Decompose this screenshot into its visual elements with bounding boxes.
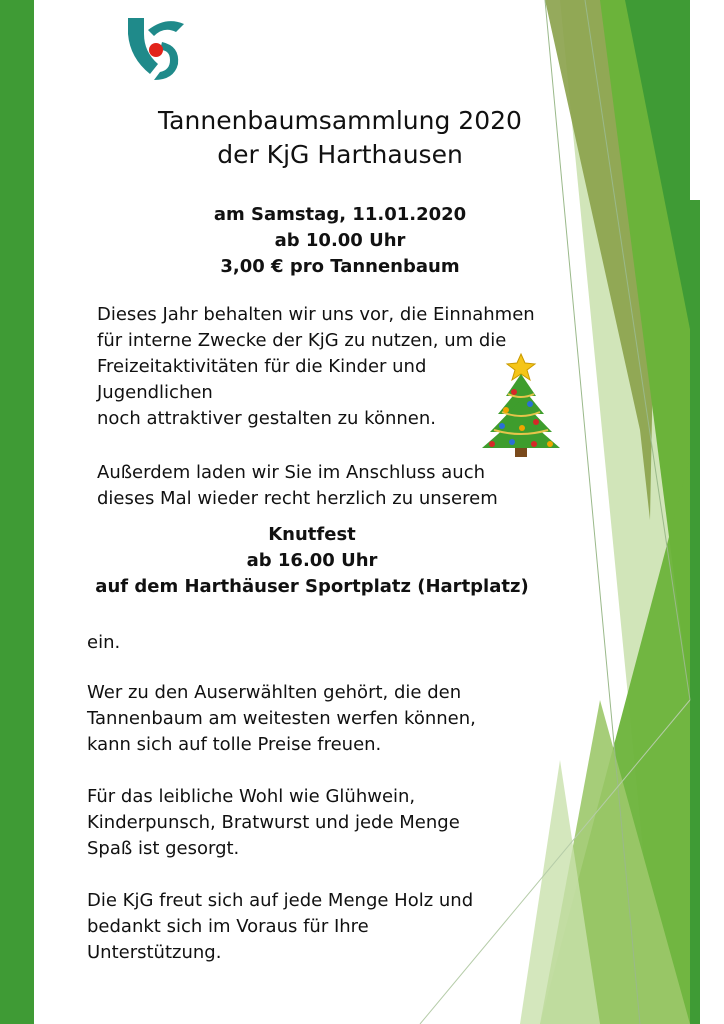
kjg-logo-icon (122, 12, 192, 84)
left-green-stripe (0, 0, 34, 1024)
title-line-1: Tannenbaumsammlung 2020 (158, 106, 522, 135)
competition-line: Wer zu den Auserwählten gehört, die den (87, 682, 462, 703)
event-date: am Samstag, 11.01.2020 (213, 204, 467, 225)
competition-line: Tannenbaum am weitesten werfen können, (87, 708, 476, 729)
intro-line: für interne Zwecke der KjG zu nutzen, um die (97, 330, 507, 351)
ein-text: ein. (87, 632, 121, 653)
invite-line: Außerdem laden wir Sie im Anschluss auch (97, 462, 485, 483)
food-line: Für das leibliche Wohl wie Glühwein, (87, 786, 416, 807)
closing-line: Die KjG freut sich auf jede Menge Holz und (87, 890, 474, 911)
intro-line: Dieses Jahr behalten wir uns vor, die Einnahmen (97, 304, 535, 325)
event-time: ab 10.00 Uhr (274, 230, 406, 251)
intro-line: Freizeitaktivitäten für die Kinder und (97, 356, 427, 377)
intro-line: Jugendlichen (97, 382, 213, 403)
intro-line: noch attraktiver gestalten zu können. (97, 408, 436, 429)
competition-line: kann sich auf tolle Preise freuen. (87, 734, 382, 755)
christmas-tree-icon (478, 352, 564, 458)
right-green-band (690, 200, 700, 1024)
closing-line: bedankt sich im Voraus für Ihre (87, 916, 369, 937)
invite-line: dieses Mal wieder recht herzlich zu unserem (97, 488, 498, 509)
knutfest-time: ab 16.00 Uhr (246, 550, 378, 571)
knutfest-place: auf dem Harthäuser Sportplatz (Hartplatz) (95, 576, 529, 597)
knutfest-name: Knutfest (268, 524, 356, 545)
closing-line: Unterstützung. (87, 942, 222, 963)
food-line: Spaß ist gesorgt. (87, 838, 240, 859)
event-price: 3,00 € pro Tannenbaum (220, 256, 460, 277)
title-line-2: der KjG Harthausen (217, 140, 463, 169)
food-line: Kinderpunsch, Bratwurst und jede Menge (87, 812, 460, 833)
